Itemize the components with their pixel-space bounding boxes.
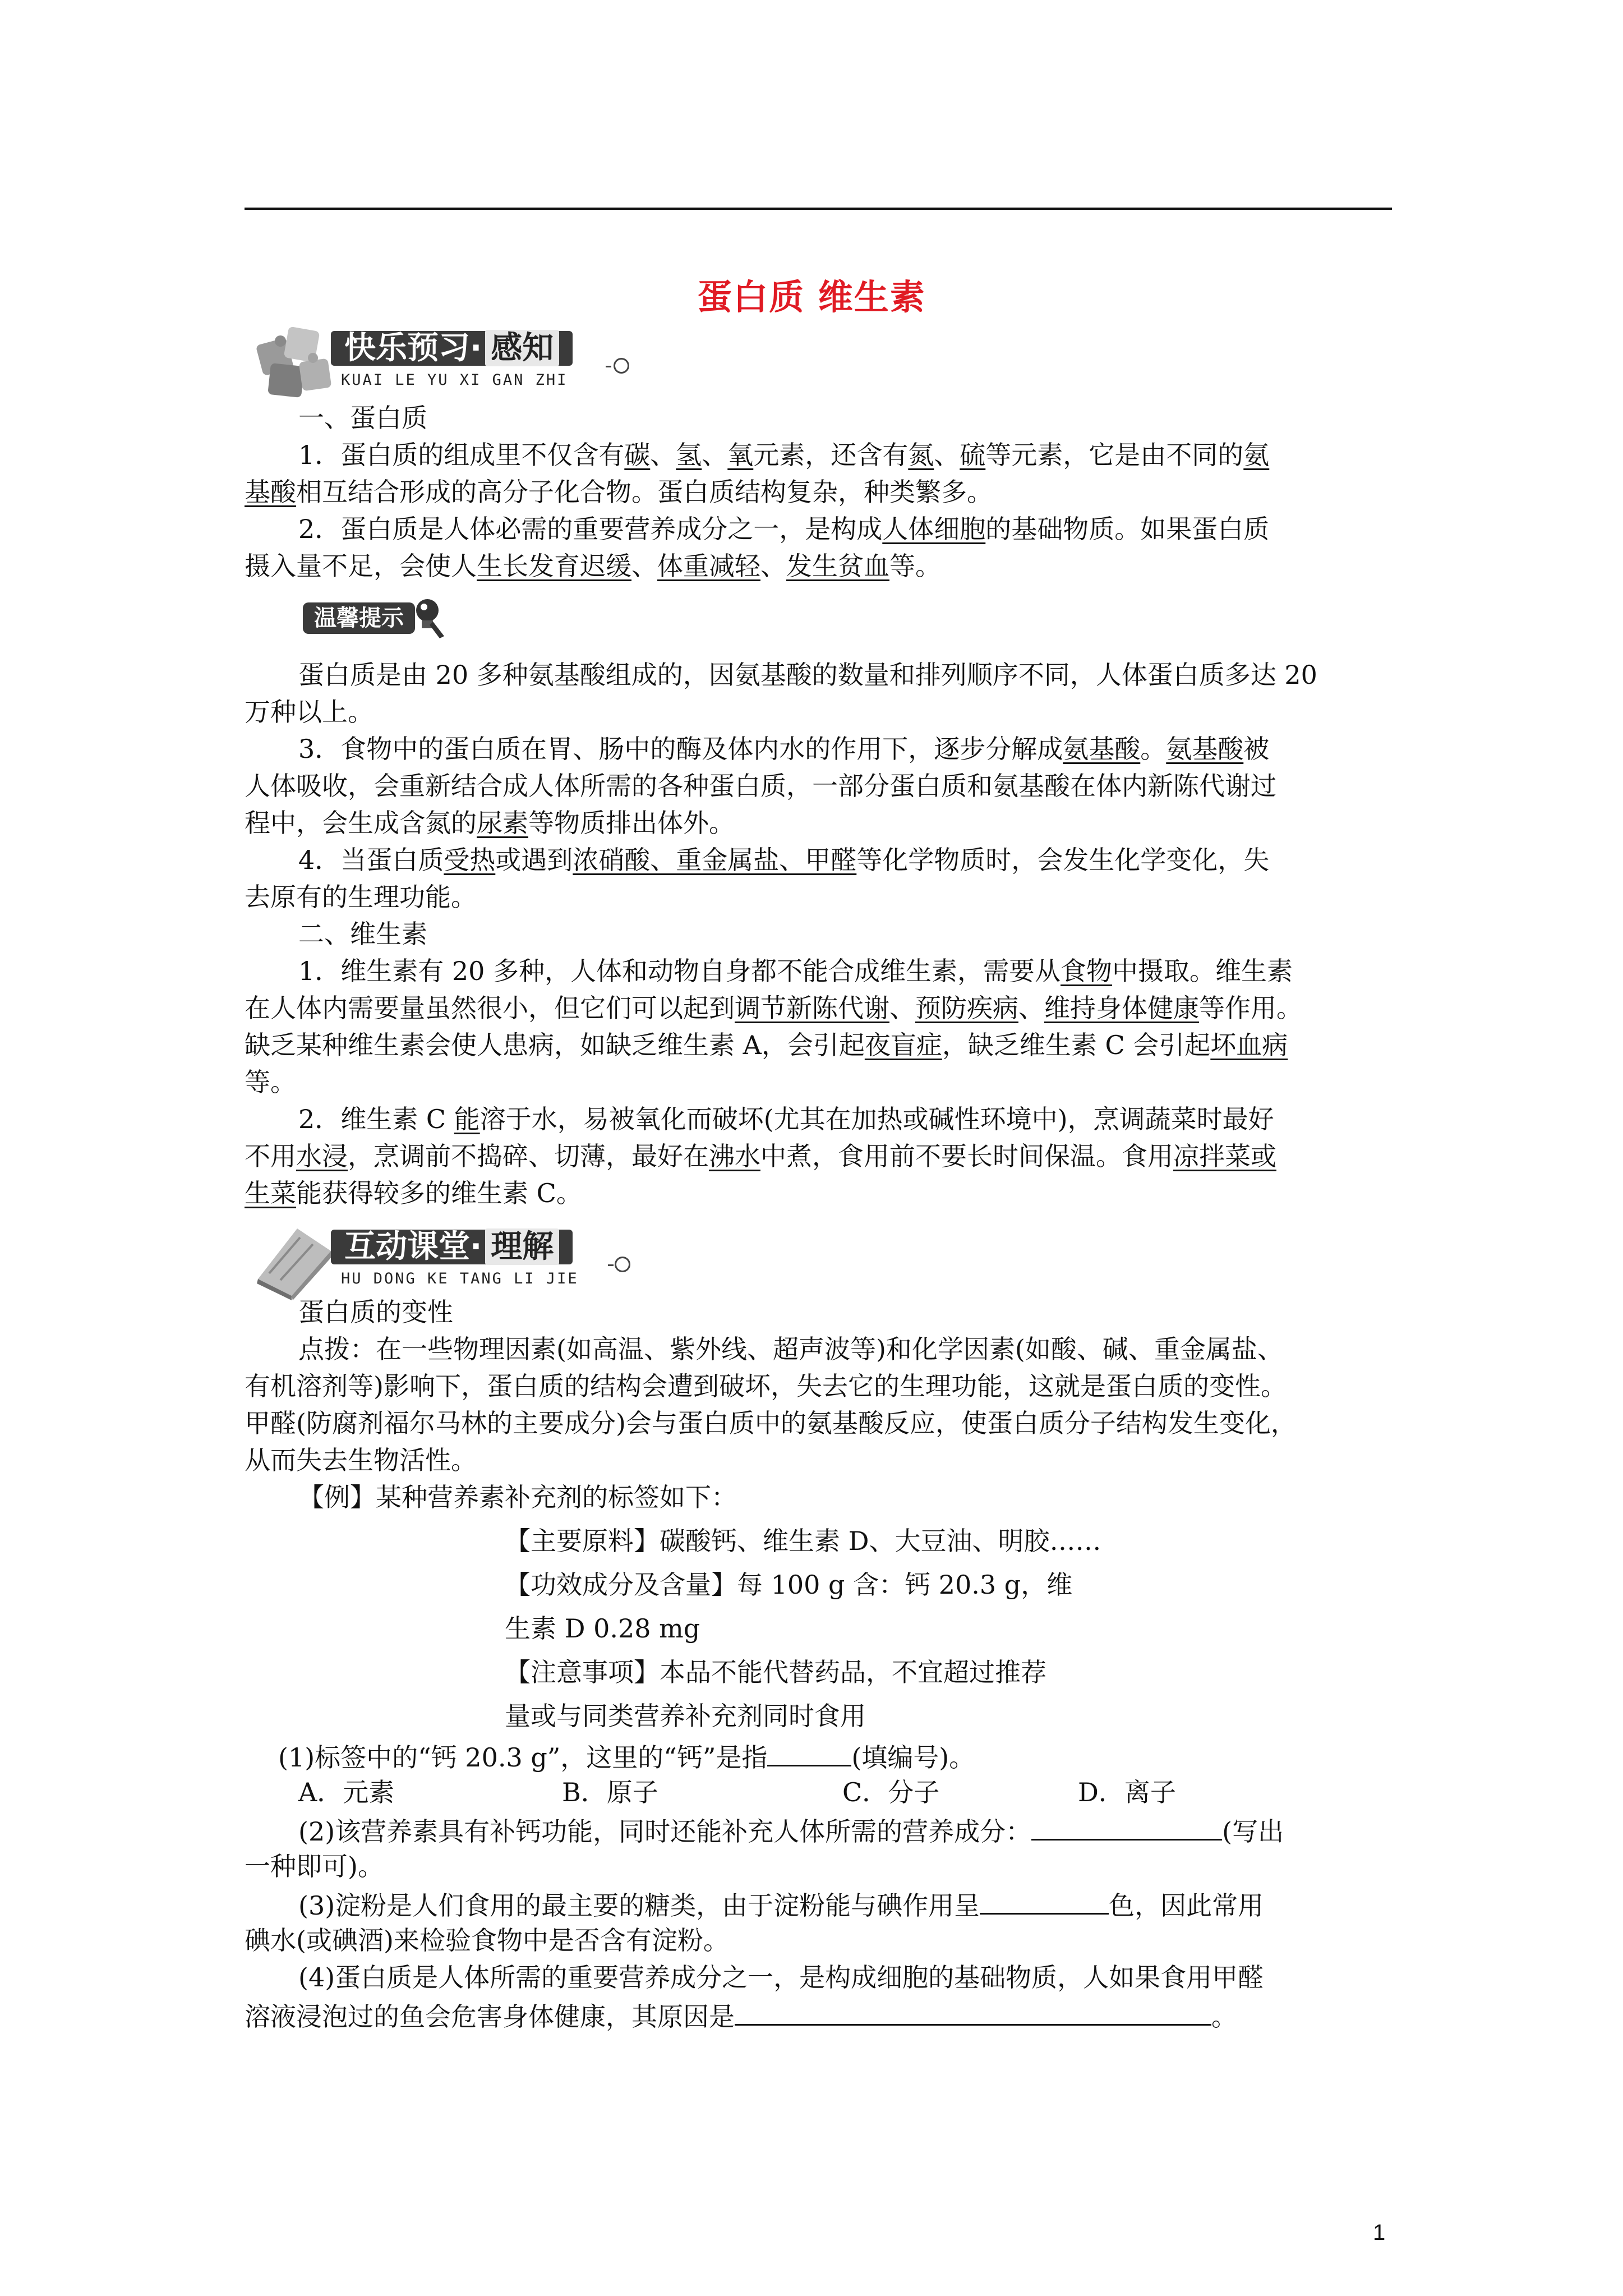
option-a: A．元素 [298, 1777, 395, 1807]
paragraph-protein-3-line2: 人体吸收，会重新结合成人体所需的各种蛋白质，一部分蛋白质和氨基酸在体内新陈代谢过 [245, 771, 1276, 801]
banner-title: 快乐预习· 感知 [331, 331, 573, 366]
option-b: B．原子 [562, 1777, 658, 1807]
label-line3: 生素 D 0.28 mg [505, 1613, 700, 1644]
answer-blank[interactable] [767, 1737, 851, 1766]
banner-subtitle: KUAI LE YU XI GAN ZHI [341, 371, 568, 389]
question-2-line1: (2)该营养素具有补钙功能，同时还能补充人体所需的营养成分： (写出 [245, 1811, 1448, 1850]
paragraph-vitamin-1-line2: 在人体内需要量虽然很小，但它们可以起到调节新陈代谢、预防疾病、维持身体健康等作用。 [245, 993, 1302, 1023]
banner-title: 互动课堂· 理解 [331, 1230, 573, 1264]
paragraph-protein-3-line3: 程中，会生成含氮的尿素等物质排出体外。 [245, 808, 735, 838]
paragraph-protein-2-line2: 摄入量不足，会使人生长发育迟缓、体重减轻、发生贫血等。 [245, 551, 941, 581]
lightbulb-icon [413, 596, 446, 641]
paragraph-protein-4-line2: 去原有的生理功能。 [245, 882, 477, 912]
paragraph-vitamin-2-line1: 2．维生素 C 能溶于水，易被氧化而破坏(尤其在加热或碱性环境中)，烹调蔬菜时最好 [298, 1104, 1274, 1134]
tip-label: 温馨提示 [303, 602, 415, 634]
label-line2: 【功效成分及含量】每 100 g 含：钙 20.3 g，维 [505, 1570, 1073, 1600]
paragraph-vitamin-2-line3: 生菜能获得较多的维生素 C。 [245, 1178, 582, 1208]
label-line5: 量或与同类营养补充剂同时食用 [505, 1701, 866, 1731]
paragraph-protein-2-line1: 2．蛋白质是人体必需的重要营养成分之一，是构成人体细胞的基础物质。如果蛋白质 [298, 514, 1270, 544]
page-title: 蛋白质 维生素 [697, 277, 926, 318]
question-4-line2: 溶液浸泡过的鱼会危害身体健康，其原因是 。 [245, 1996, 1394, 2035]
paragraph-protein-4-line1: 4．当蛋白质受热或遇到浓硝酸、重金属盐、甲醛等化学物质时，会发生化学变化，失 [298, 845, 1270, 875]
question-1: (1)标签中的“钙 20.3 g”，这里的“钙”是指 (填编号)。 [245, 1737, 1428, 1776]
label-line4: 【注意事项】本品不能代替药品，不宜超过推荐 [505, 1657, 1046, 1687]
banner-line [608, 1264, 614, 1266]
option-d: D．离子 [1078, 1777, 1176, 1807]
tip-text-line2: 万种以上。 [245, 697, 374, 727]
denaturation-line3: 甲醛(防腐剂福尔马林的主要成分)会与蛋白质中的氨基酸反应，使蛋白质分子结构发生变化， [245, 1408, 1297, 1438]
book-icon [247, 1217, 342, 1301]
question-3-line1: (3)淀粉是人们食用的最主要的糖类，由于淀粉能与碘作用呈 色，因此常用 [245, 1885, 1448, 1924]
paragraph-protein-1-line1: 1．蛋白质的组成里不仅含有碳、氢、氧元素，还含有氮、硫等元素，它是由不同的氨 [298, 440, 1270, 470]
paragraph-protein-3-line1: 3．食物中的蛋白质在胃、肠中的酶及体内水的作用下，逐步分解成氨基酸。氨基酸被 [298, 734, 1270, 764]
answer-blank[interactable] [980, 1885, 1109, 1915]
paragraph-vitamin-1-line3: 缺乏某种维生素会使人患病，如缺乏维生素 A，会引起夜盲症，缺乏维生素 C 会引起坏血病 [245, 1030, 1288, 1060]
option-c: C．分子 [842, 1777, 940, 1807]
denaturation-line4: 从而失去生物活性。 [245, 1445, 477, 1475]
page-number: 1 [1373, 2220, 1386, 2245]
denaturation-line2: 有机溶剂等)影响下，蛋白质的结构会遭到破坏，失去它的生理功能，这就是蛋白质的变性。 [245, 1371, 1287, 1401]
answer-blank[interactable] [735, 1996, 1211, 2026]
paragraph-vitamin-2-line2: 不用水浸，烹调前不捣碎、切薄，最好在沸水中煮，食用前不要长时间保温。食用凉拌菜或 [245, 1141, 1276, 1171]
question-4-line1: (4)蛋白质是人体所需的重要营养成分之一，是构成细胞的基础物质，人如果食用甲醛 [298, 1962, 1264, 1993]
section-heading-vitamin: 二、维生素 [298, 919, 427, 949]
paragraph-vitamin-1-line1: 1．维生素有 20 多种，人体和动物自身都不能合成维生素，需要从食物中摄取。维生素 [298, 956, 1293, 986]
question-3-line2: 碘水(或碘酒)来检验食物中是否含有淀粉。 [245, 1925, 729, 1955]
supplement-label [505, 1519, 1101, 1738]
paragraph-protein-1-line2: 基酸相互结合形成的高分子化合物。蛋白质结构复杂，种类繁多。 [245, 477, 993, 507]
question-2-line2: 一种即可)。 [245, 1851, 384, 1881]
denaturation-heading: 蛋白质的变性 [298, 1297, 453, 1327]
puzzle-icon [247, 319, 342, 403]
answer-blank[interactable] [1031, 1811, 1222, 1841]
banner-line [606, 366, 611, 367]
paragraph-vitamin-1-line4: 等。 [245, 1067, 296, 1097]
example-intro: 【例】某种营养素补充剂的标签如下： [298, 1482, 737, 1512]
question-1-options [245, 1774, 1448, 1811]
section-banner-classroom [247, 1217, 634, 1301]
denaturation-line1: 点拨：在一些物理因素(如高温、紫外线、超声波等)和化学因素(如酸、碱、重金属盐、 [298, 1334, 1283, 1364]
tip-badge [303, 596, 449, 646]
banner-dot [614, 358, 629, 374]
banner-dot [615, 1257, 630, 1272]
section-banner-preview [247, 319, 634, 403]
header-rule [245, 208, 1392, 210]
banner-subtitle: HU DONG KE TANG LI JIE [341, 1270, 579, 1287]
label-line1: 【主要原料】碳酸钙、维生素 D、大豆油、明胶…… [505, 1526, 1101, 1556]
tip-text-line1: 蛋白质是由 20 多种氨基酸组成的，因氨基酸的数量和排列顺序不同，人体蛋白质多达 20 [298, 660, 1317, 690]
section-heading-protein: 一、蛋白质 [298, 403, 427, 433]
